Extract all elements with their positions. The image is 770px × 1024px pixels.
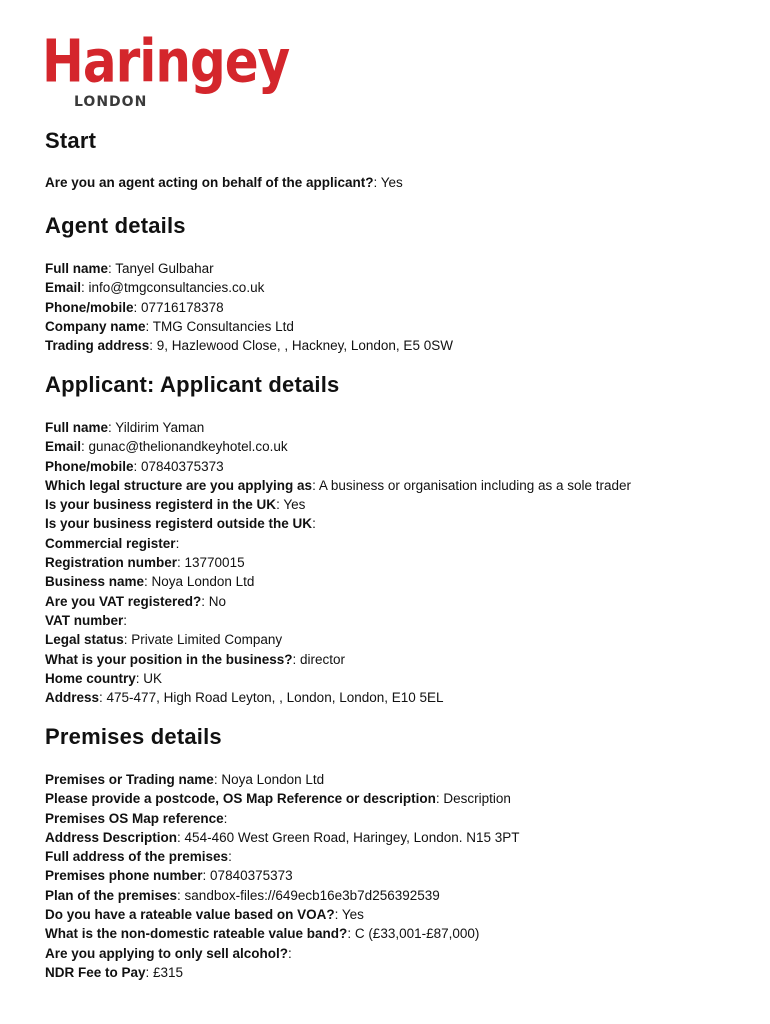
field-value: : Tanyel Gulbahar bbox=[108, 261, 214, 276]
field-label: Address bbox=[45, 690, 100, 706]
field-row bbox=[45, 924, 765, 943]
field-value: : bbox=[288, 945, 292, 961]
field-label: What is the non-domestic rateable value band? bbox=[45, 926, 348, 942]
section-applicant-details bbox=[45, 372, 765, 707]
field-row bbox=[45, 572, 765, 591]
field-value: : bbox=[228, 849, 232, 865]
field-label: VAT number bbox=[45, 612, 124, 628]
section-start bbox=[45, 128, 765, 192]
field-value: : Yes bbox=[373, 175, 403, 190]
field-row bbox=[45, 336, 765, 355]
field-value: : Private Limited Company bbox=[123, 632, 283, 648]
field-value: : bbox=[312, 516, 316, 532]
field-row bbox=[45, 495, 765, 514]
field-row bbox=[45, 457, 765, 476]
field-label: Full name bbox=[45, 261, 109, 276]
section-title: Start bbox=[45, 128, 97, 153]
field-value: : info@tmgconsultancies.co.uk bbox=[81, 280, 265, 296]
field-label: Please provide a postcode, OS Map Reference or description bbox=[45, 791, 436, 807]
field-row bbox=[45, 963, 765, 982]
haringey-logo bbox=[42, 27, 290, 112]
field-value: : TMG Consultancies Ltd bbox=[145, 318, 294, 334]
field-label: Are you VAT registered? bbox=[45, 593, 202, 609]
section-premises-details bbox=[45, 724, 765, 982]
field-row bbox=[45, 298, 765, 317]
field-label: Are you an agent acting on behalf of the applicant? bbox=[45, 175, 374, 190]
field-row bbox=[45, 789, 765, 808]
field-label: Registration number bbox=[45, 555, 178, 571]
field-label: Do you have a rateable value based on VOA? bbox=[45, 907, 335, 923]
field-row bbox=[45, 866, 765, 885]
section-title: Agent details bbox=[45, 213, 186, 238]
field-label: Full address of the premises bbox=[45, 849, 229, 865]
section-title: Premises details bbox=[45, 724, 222, 749]
field-value: : £315 bbox=[145, 964, 184, 980]
field-value: : C (£33,001-£87,000) bbox=[347, 926, 480, 942]
field-label: Home country bbox=[45, 670, 136, 686]
field-row bbox=[45, 688, 765, 707]
field-row bbox=[45, 669, 765, 688]
field-row bbox=[45, 847, 765, 866]
field-label: Legal status bbox=[45, 632, 124, 648]
field-row bbox=[45, 278, 765, 297]
field-row bbox=[45, 259, 765, 278]
field-row bbox=[45, 514, 765, 533]
field-value: : 07840375373 bbox=[202, 868, 293, 884]
field-label: Commercial register bbox=[45, 535, 176, 551]
field-label: What is your position in the business? bbox=[45, 651, 293, 667]
section-agent-details bbox=[45, 213, 765, 355]
field-row bbox=[45, 317, 765, 336]
field-row bbox=[45, 905, 765, 924]
field-label: Full name bbox=[45, 420, 109, 435]
field-value: : 13770015 bbox=[177, 555, 245, 571]
field-value: : 07840375373 bbox=[133, 458, 224, 474]
field-label: Company name bbox=[45, 318, 146, 334]
field-value: : sandbox-files://649ecb16e3b7d256392539 bbox=[177, 887, 440, 903]
field-label: Plan of the premises bbox=[45, 887, 178, 903]
field-value: : Description bbox=[435, 791, 511, 807]
field-value: : No bbox=[201, 593, 227, 609]
field-row bbox=[45, 630, 765, 649]
field-row bbox=[45, 418, 765, 437]
field-label: Premises or Trading name bbox=[45, 772, 214, 787]
field-value: : A business or organisation including as a sole trader bbox=[312, 477, 632, 493]
field-label: Email bbox=[45, 439, 82, 455]
field-value: : bbox=[175, 535, 180, 551]
field-value: : Yildirim Yaman bbox=[108, 420, 205, 435]
field-row bbox=[45, 809, 765, 828]
field-value: : Noya London Ltd bbox=[213, 772, 325, 787]
field-row bbox=[45, 592, 765, 611]
field-label: Trading address bbox=[45, 338, 150, 354]
field-row bbox=[45, 534, 765, 553]
field-row bbox=[45, 173, 765, 192]
field-label: Business name bbox=[45, 574, 145, 590]
field-row bbox=[45, 553, 765, 572]
field-label: Is your business registerd in the UK bbox=[45, 497, 277, 513]
field-value: : Yes bbox=[334, 907, 364, 923]
field-value: : 454-460 West Green Road, Haringey, London. N15 3PT bbox=[177, 829, 520, 845]
field-row bbox=[45, 650, 765, 669]
field-value: : UK bbox=[135, 670, 163, 686]
logo-subtitle: LONDON bbox=[74, 94, 148, 110]
field-value: : Yes bbox=[276, 497, 306, 513]
field-label: Is your business registerd outside the UK bbox=[45, 516, 313, 532]
logo-wordmark: Haringey bbox=[42, 27, 290, 96]
field-value: : gunac@thelionandkeyhotel.co.uk bbox=[81, 439, 288, 455]
field-row bbox=[45, 944, 765, 963]
field-row bbox=[45, 770, 765, 789]
field-value: : 9, Hazlewood Close, , Hackney, London, E5 0SW bbox=[149, 338, 453, 354]
field-row bbox=[45, 828, 765, 847]
field-label: Which legal structure are you applying as bbox=[45, 477, 313, 493]
field-value: : bbox=[123, 612, 128, 628]
section-title: Applicant: Applicant details bbox=[45, 372, 340, 397]
field-row bbox=[45, 886, 765, 905]
field-label: Email bbox=[45, 280, 82, 296]
field-label: Address Description bbox=[45, 829, 178, 845]
field-value: : 475-477, High Road Leyton, , London, London, E10 5EL bbox=[99, 690, 444, 706]
field-row bbox=[45, 611, 765, 630]
field-label: Phone/mobile bbox=[45, 458, 134, 474]
field-label: Premises OS Map reference bbox=[45, 810, 224, 826]
field-row bbox=[45, 476, 765, 495]
field-value: : 07716178378 bbox=[133, 299, 224, 315]
field-row bbox=[45, 437, 765, 456]
field-label: Phone/mobile bbox=[45, 299, 134, 315]
field-value: : Noya London Ltd bbox=[144, 574, 255, 590]
field-value: : bbox=[223, 810, 228, 826]
field-label: NDR Fee to Pay bbox=[45, 964, 146, 980]
field-label: Premises phone number bbox=[45, 868, 203, 884]
field-label: Are you applying to only sell alcohol? bbox=[45, 945, 289, 961]
field-value: : director bbox=[292, 651, 346, 667]
